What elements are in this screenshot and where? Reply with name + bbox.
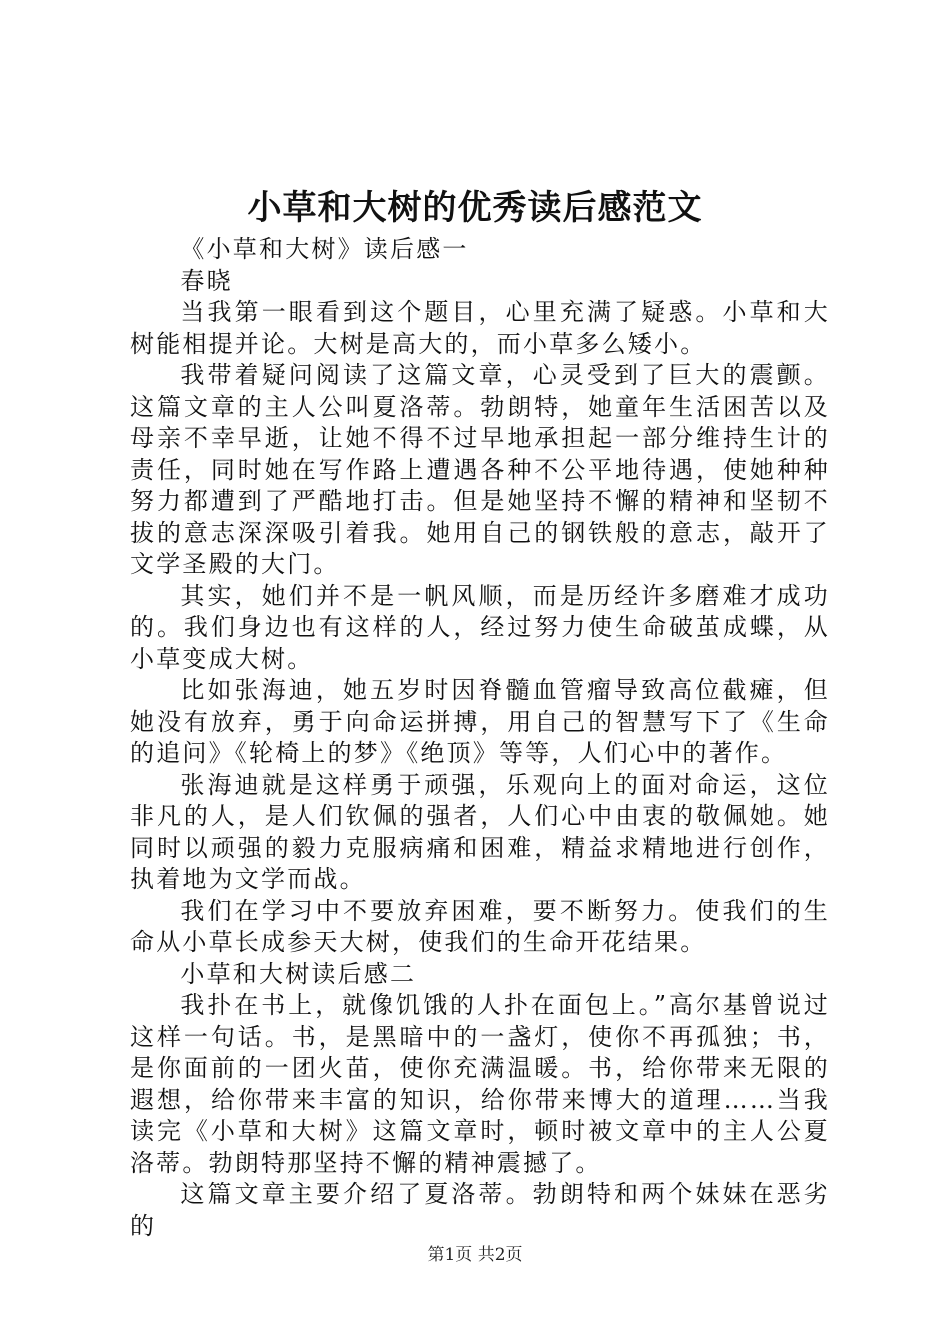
paragraph: 其实，她们并不是一帆风顺，而是历经许多磨难才成功的。我们身边也有这样的人，经过努力使生命破茧成蝶，从小草变成大树。 [130,581,830,673]
paragraph: 当我第一眼看到这个题目，心里充满了疑惑。小草和大树能相提并论。大树是高大的，而小草多么矮小。 [130,298,830,358]
page-number-footer: 第1页 共2页 [427,1245,523,1265]
section-heading-one: 《小草和大树》读后感一 [180,235,469,263]
paragraph: 我们在学习中不要放弃困难，要不断努力。使我们的生命从小草长成参天大树，使我们的生命开花结果。 [130,896,830,956]
document-body [130,234,830,1242]
document-title: 小草和大树的优秀读后感范文 [247,188,703,228]
paragraph: 比如张海迪，她五岁时因脊髓血管瘤导致高位截瘫，但她没有放弃，勇于向命运拼搏，用自己的智慧写下了《生命的追问》《轮椅上的梦》《绝顶》等等，人们心中的著作。 [130,676,830,767]
author-name: 春晓 [180,266,233,295]
paragraph: 我带着疑问阅读了这篇文章，心灵受到了巨大的震颤。这篇文章的主人公叫夏洛蒂。勃朗特，她童年生活困苦以及母亲不幸早逝，让她不得不过早地承担起一部分维持生计的责任，同时她在写作路上遭遇各种不公平地待遇，使她种种努力都遭到了严酷地打击。但是她坚持不懈的精神和坚韧不拔的意志深深吸引着我。她用自己的钢铁般的意志，敲开了文学圣殿的大门。 [130,361,830,578]
paragraph: 我扑在书上，就像饥饿的人扑在面包上。”高尔基曾说过这样一句话。书，是黑暗中的一盏灯，使你不再孤独；书，是你面前的一团火苗，使你充满温暖。书，给你带来无限的遐想，给你带来丰富的知识，给你带来博大的道理……当我读完《小草和大树》这篇文章时，顿时被文章中的主人公夏洛蒂。勃朗特那坚持不懈的精神震撼了。 [130,991,830,1177]
paragraph: 这篇文章主要介绍了夏洛蒂。勃朗特和两个妹妹在恶劣的 [130,1180,830,1240]
section-heading-two: 小草和大树读后感二 [180,959,417,988]
paragraph: 张海迪就是这样勇于顽强，乐观向上的面对命运，这位非凡的人，是人们钦佩的强者，人们心中由衷的敬佩她。她同时以顽强的毅力克服病痛和困难，精益求精地进行创作，执着地为文学而战。 [130,770,830,893]
